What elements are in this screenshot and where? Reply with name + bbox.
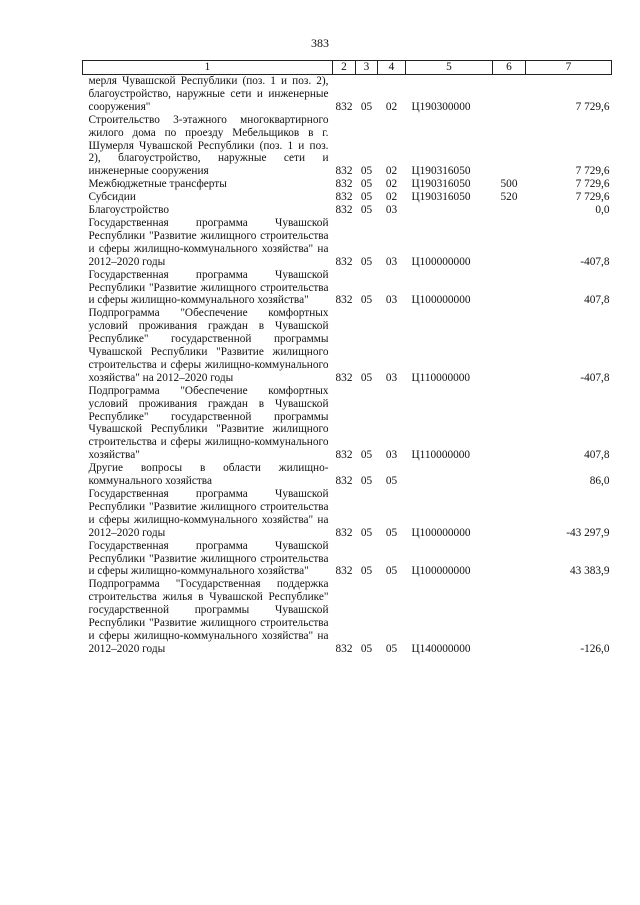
amount: -407,8: [580, 371, 610, 384]
target-article: Ц100000000: [411, 255, 471, 268]
ministry-code: 832: [335, 165, 353, 178]
target-article: Ц100000000: [411, 565, 471, 578]
subsection-code: 03: [385, 371, 398, 384]
expense-type: 520: [500, 191, 518, 204]
ministry-code: 832: [335, 526, 353, 539]
table-row: [83, 114, 612, 179]
section-code: 05: [360, 565, 373, 578]
target-article: Ц190316050: [411, 191, 471, 204]
header-col-6: 6: [493, 61, 526, 75]
header-col-7: 7: [526, 61, 612, 75]
table-row: [83, 191, 612, 204]
subsection-code: 05: [385, 565, 398, 578]
ministry-code: 832: [335, 294, 353, 307]
expense-type: [493, 488, 526, 540]
header-col-2: 2: [333, 61, 356, 75]
row-name: Подпрограмма "Государственная поддержка строительства жилья в Чувашской Республике" государственной программы Чувашской Республики "Развитие жилищного строительства и сферы жилищно-коммунального хозяйства" на 2012–2020 годы: [88, 578, 329, 655]
table-header-row: [83, 61, 612, 75]
table-row: [83, 488, 612, 540]
ministry-code: 832: [335, 255, 353, 268]
section-code: 05: [360, 178, 373, 191]
row-name: Благоустройство: [88, 204, 169, 217]
table-row: [83, 540, 612, 579]
subsection-code: 05: [385, 642, 398, 655]
row-name: Другие вопросы в области жилищно-коммунального хозяйства: [88, 462, 329, 488]
target-article: Ц100000000: [411, 294, 471, 307]
target-article: Ц190316050: [411, 178, 471, 191]
section-code: 05: [360, 204, 373, 217]
ministry-code: 832: [335, 565, 353, 578]
target-article: Ц190316050: [411, 165, 471, 178]
expense-type: [493, 269, 526, 308]
subsection-code: 02: [385, 165, 398, 178]
expense-type: [493, 540, 526, 579]
ministry-code: 832: [335, 642, 353, 655]
row-name: мерля Чувашской Республики (поз. 1 и поз. 2), благоустройство, наружные сети и инженерные сооружения": [88, 75, 329, 113]
subsection-code: 05: [385, 475, 398, 488]
amount: 0,0: [595, 204, 610, 217]
section-code: 05: [360, 449, 373, 462]
amount: 407,8: [584, 294, 610, 307]
table-row: [83, 462, 612, 488]
row-name: Государственная программа Чувашской Республики "Развитие жилищного строительства и сферы жилищно-коммунального хозяйства": [88, 268, 329, 307]
row-name: Подпрограмма "Обеспечение комфортных условий проживания граждан в Чувашской Республике" государственной программы Чувашской Республики "Развитие жилищного строительства и сферы жилищно-коммунального хозяйства" на 2012–2020 годы: [88, 307, 329, 384]
ministry-code: 832: [335, 178, 353, 191]
ministry-code: 832: [335, 449, 353, 462]
table-row: [83, 578, 612, 655]
expense-type: 500: [500, 178, 518, 191]
table-row: [83, 217, 612, 269]
amount: 7 729,6: [575, 191, 610, 204]
ministry-code: 832: [335, 475, 353, 488]
target-article: Ц100000000: [411, 526, 471, 539]
target-article: Ц110000000: [411, 371, 471, 384]
expense-type: [493, 385, 526, 462]
section-code: 05: [360, 255, 373, 268]
target-article: [406, 462, 493, 488]
budget-table: [82, 60, 612, 656]
target-article: Ц110000000: [411, 449, 471, 462]
target-article: Ц140000000: [411, 642, 471, 655]
subsection-code: 03: [385, 449, 398, 462]
subsection-code: 02: [385, 100, 398, 113]
amount: 7 729,6: [575, 165, 610, 178]
row-name: Государственная программа Чувашской Республики "Развитие жилищного строительства и сферы жилищно-коммунального хозяйства" на 2012–2020 годы: [88, 488, 329, 539]
table-body: [83, 75, 612, 656]
subsection-code: 03: [385, 255, 398, 268]
expense-type: [493, 114, 526, 179]
subsection-code: 02: [385, 178, 398, 191]
expense-type: [493, 578, 526, 655]
row-name: Государственная программа Чувашской Республики "Развитие жилищного строительства и сферы жилищно-коммунального хозяйства": [88, 539, 329, 578]
section-code: 05: [360, 294, 373, 307]
row-name: Подпрограмма "Обеспечение комфортных условий проживания граждан в Чувашской Республике" государственной программы Чувашской Республики "Развитие жилищного строительства и сферы жилищно-коммунального хозяйства": [88, 384, 329, 462]
expense-type: [493, 217, 526, 269]
expense-type: [493, 204, 526, 217]
section-code: 05: [360, 371, 373, 384]
section-code: 05: [360, 100, 373, 113]
target-article: [406, 204, 493, 217]
table-row: [83, 269, 612, 308]
row-name: Субсидии: [88, 191, 136, 204]
amount: -407,8: [580, 255, 610, 268]
page-number: 383: [311, 36, 329, 50]
amount: -43 297,9: [566, 526, 610, 539]
section-code: 05: [360, 165, 373, 178]
row-name: Государственная программа Чувашской Республики "Развитие жилищного строительства и сферы жилищно-коммунального хозяйства" на 2012–2020 годы: [88, 216, 329, 268]
table-row: [83, 204, 612, 217]
section-code: 05: [360, 526, 373, 539]
amount: 86,0: [589, 475, 610, 488]
expense-type: [493, 75, 526, 114]
table-row: [83, 307, 612, 384]
header-col-4: 4: [378, 61, 406, 75]
row-name: Межбюджетные трансферты: [88, 178, 227, 191]
table-row: [83, 385, 612, 462]
amount: 7 729,6: [575, 178, 610, 191]
section-code: 05: [360, 191, 373, 204]
table-row: [83, 75, 612, 114]
subsection-code: 03: [385, 204, 398, 217]
ministry-code: 832: [335, 191, 353, 204]
subsection-code: 02: [385, 191, 398, 204]
header-col-1: 1: [83, 61, 333, 75]
subsection-code: 05: [385, 526, 398, 539]
expense-type: [493, 307, 526, 384]
amount: 43 383,9: [569, 565, 610, 578]
row-name: Строительство 3-этажного многоквартирного жилого дома по проезду Мебельщиков в г. Шумерля Чувашской Республики (поз. 1 и поз. 2), благоустройство, наружные сети и инженерные сооружения: [88, 113, 329, 178]
ministry-code: 832: [335, 204, 353, 217]
section-code: 05: [360, 642, 373, 655]
amount: 407,8: [584, 449, 610, 462]
section-code: 05: [360, 475, 373, 488]
amount: -126,0: [580, 642, 610, 655]
header-col-3: 3: [356, 61, 378, 75]
amount: 7 729,6: [575, 100, 610, 113]
header-col-5: 5: [406, 61, 493, 75]
subsection-code: 03: [385, 294, 398, 307]
ministry-code: 832: [335, 371, 353, 384]
ministry-code: 832: [335, 100, 353, 113]
target-article: Ц190300000: [411, 100, 471, 113]
table-row: [83, 178, 612, 191]
expense-type: [493, 462, 526, 488]
